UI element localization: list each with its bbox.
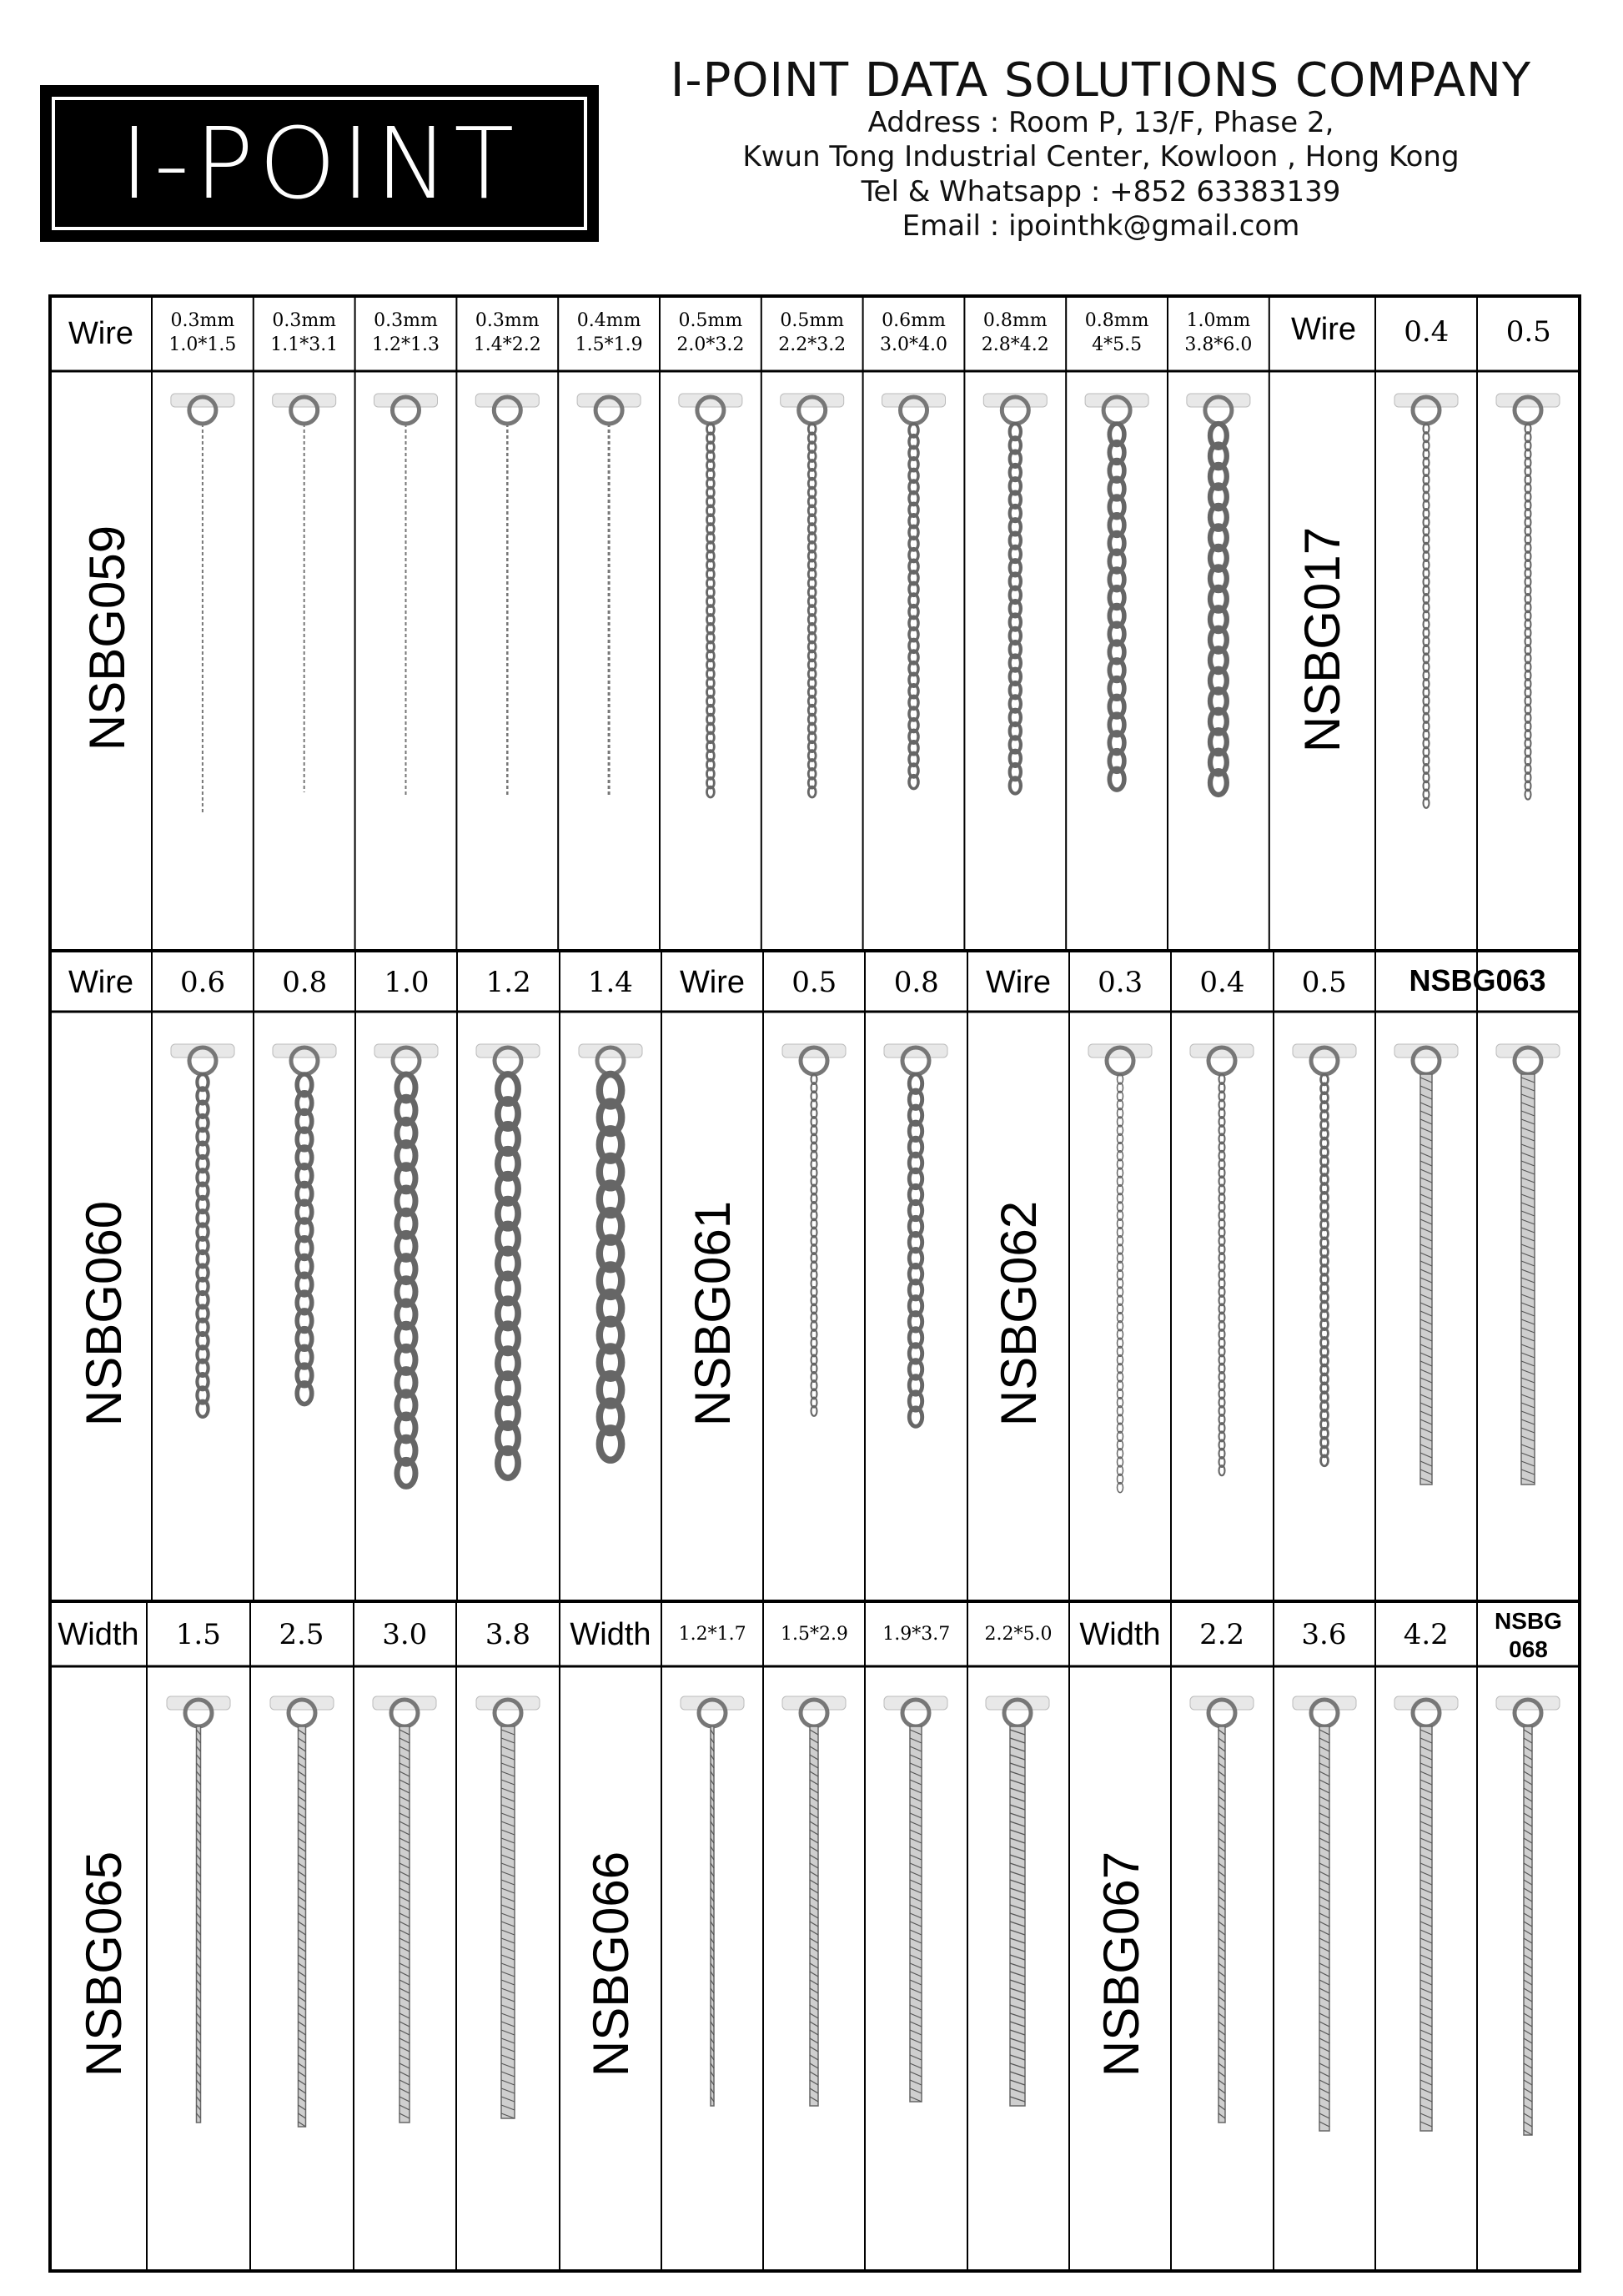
nsbg068-line2: 068 bbox=[1509, 1636, 1548, 1662]
spec-cell bbox=[152, 299, 254, 369]
spec-size: 2.0*3.2 bbox=[676, 334, 745, 355]
spec-cell: 1.2 bbox=[485, 966, 531, 999]
spec-cell: 2.2*5.0 bbox=[984, 1623, 1053, 1645]
spec-size: 2.2*3.2 bbox=[778, 334, 847, 355]
spec-cell: 0.5 bbox=[791, 966, 837, 999]
spec-cell bbox=[558, 299, 660, 369]
company-email: Email : ipointhk@gmail.com bbox=[902, 209, 1300, 244]
spec-wire: 0.5mm bbox=[678, 310, 743, 332]
spec-cell: 3.6 bbox=[1301, 1618, 1347, 1651]
product-label-nsbg063: NSBG063 bbox=[1409, 963, 1546, 997]
product-label-nsbg065: NSBG065 bbox=[76, 1851, 132, 2077]
spec-cell: 2.5 bbox=[279, 1618, 324, 1651]
spec-wire: 0.3mm bbox=[272, 310, 337, 332]
spec-wire: 0.3mm bbox=[374, 310, 438, 332]
product-label-nsbg017: NSBG017 bbox=[1294, 526, 1350, 753]
s3a-header-width: Width bbox=[58, 1616, 139, 1652]
product-label-nsbg066: NSBG066 bbox=[583, 1851, 639, 2077]
spec-cell: 2.2 bbox=[1199, 1618, 1245, 1651]
spec-cell: 3.8 bbox=[485, 1618, 530, 1651]
spec-wire: 0.3mm bbox=[475, 310, 540, 332]
product-label-nsbg068 bbox=[1477, 1603, 1580, 1668]
company-address-line1: Address : Room P, 13/F, Phase 2, bbox=[867, 105, 1334, 139]
spec-wire: 0.3mm bbox=[170, 310, 235, 332]
spec-size: 4*5.5 bbox=[1092, 334, 1143, 355]
company-address-line2: Kwun Tong Industrial Center, Kowloon , Hong Kong bbox=[742, 140, 1460, 174]
spec-size: 1.5*1.9 bbox=[575, 334, 643, 355]
spec-size: 1.0*1.5 bbox=[168, 334, 237, 355]
spec-cell: 0.4 bbox=[1404, 315, 1450, 349]
spec-cell bbox=[1168, 299, 1269, 369]
logo-text: I-POINT bbox=[119, 106, 520, 221]
spec-cell: 0.6 bbox=[180, 966, 226, 999]
product-label-nsbg060: NSBG060 bbox=[76, 1200, 132, 1427]
company-name: I-POINT DATA SOLUTIONS COMPANY bbox=[670, 53, 1532, 108]
spec-cell: 1.5*2.9 bbox=[780, 1623, 848, 1645]
spec-cell: 0.8 bbox=[282, 966, 328, 999]
spec-wire: 0.4mm bbox=[576, 310, 641, 332]
chain-link-icon bbox=[299, 1726, 306, 2127]
spec-cell: 0.4 bbox=[1199, 966, 1245, 999]
spec-wire: 0.8mm bbox=[982, 310, 1048, 332]
spec-cell bbox=[456, 299, 558, 369]
spec-cell: 0.3 bbox=[1098, 966, 1143, 999]
spec-cell: 0.8 bbox=[893, 966, 939, 999]
spec-size: 1.4*2.2 bbox=[473, 334, 541, 355]
s3c-header-width: Width bbox=[1079, 1616, 1161, 1652]
chain-link-icon bbox=[1420, 1074, 1432, 1485]
spec-cell bbox=[254, 299, 355, 369]
s1b-header-wire: Wire bbox=[1290, 311, 1357, 347]
s2a-header-wire: Wire bbox=[68, 964, 134, 1000]
spec-cell: 1.2*1.7 bbox=[678, 1623, 746, 1645]
spec-cell: 1.4 bbox=[587, 966, 633, 999]
spec-cell: 0.5 bbox=[1301, 966, 1347, 999]
spec-cell: 1.0 bbox=[384, 966, 430, 999]
product-label-nsbg062: NSBG062 bbox=[991, 1200, 1047, 1427]
spec-size: 1.1*3.1 bbox=[270, 334, 339, 355]
company-tel: Tel & Whatsapp : +852 63383139 bbox=[861, 174, 1341, 208]
spec-size: 3.0*4.0 bbox=[880, 334, 947, 355]
spec-cell bbox=[1066, 299, 1168, 369]
spec-wire: 0.8mm bbox=[1084, 310, 1149, 332]
spec-wire: 1.0mm bbox=[1186, 310, 1251, 332]
s2c-header-wire: Wire bbox=[985, 964, 1052, 1000]
spec-cell bbox=[660, 299, 761, 369]
spec-cell bbox=[863, 299, 965, 369]
spec-cell bbox=[355, 299, 457, 369]
spec-wire: 0.6mm bbox=[882, 310, 946, 332]
spec-cell bbox=[964, 299, 1066, 369]
nsbg068-line1: NSBG bbox=[1495, 1608, 1562, 1635]
s1-header-wire: Wire bbox=[68, 315, 134, 351]
spec-size: 1.2*1.3 bbox=[372, 334, 440, 355]
product-label-nsbg061: NSBG061 bbox=[685, 1200, 741, 1427]
spec-cell: 4.2 bbox=[1403, 1618, 1449, 1651]
s2b-header-wire: Wire bbox=[679, 964, 746, 1000]
chain-link-icon bbox=[1521, 1074, 1535, 1485]
spec-wire: 0.5mm bbox=[780, 310, 845, 332]
spec-cell: 3.0 bbox=[382, 1618, 428, 1651]
chain-link-icon bbox=[1420, 1726, 1432, 2131]
spec-cell bbox=[761, 299, 863, 369]
product-label-nsbg059: NSBG059 bbox=[79, 525, 135, 751]
product-label-nsbg067: NSBG067 bbox=[1093, 1851, 1149, 2077]
spec-cell: 1.5 bbox=[175, 1618, 221, 1651]
spec-cell: 0.5 bbox=[1505, 315, 1551, 349]
spec-size: 3.8*6.0 bbox=[1184, 334, 1253, 355]
chain-link-icon bbox=[1319, 1726, 1329, 2131]
spec-size: 2.8*4.2 bbox=[981, 334, 1049, 355]
s3b-header-width: Width bbox=[570, 1616, 651, 1652]
spec-cell: 1.9*3.7 bbox=[882, 1623, 951, 1645]
